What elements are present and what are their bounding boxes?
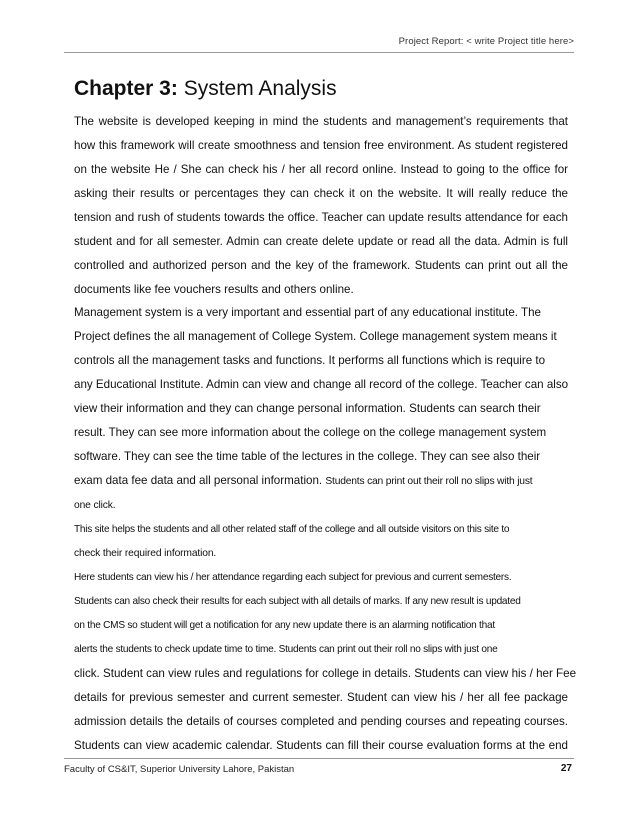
- paragraph-line: any Educational Institute. Admin can view and change all record of the college. Teacher can also: [74, 378, 569, 391]
- paragraph-line: details for previous semester and current semester. Student can view his / her all fee package: [74, 691, 568, 704]
- paragraph-line: alerts the students to check update time to time. Students can print out their roll no slips with just one: [74, 644, 498, 655]
- paragraph-line: student and for all semester. Admin can create delete update or read all the data. Admin is full: [74, 235, 568, 248]
- chapter-heading: [74, 77, 337, 101]
- paragraph-line: Management system is a very important and essential part of any educational institute. The: [74, 306, 542, 319]
- paragraph-line: software. They can see the time table of the lectures in the college. They can see also their: [74, 450, 541, 463]
- paragraph-line: check their required information.: [74, 548, 217, 559]
- paragraph-line: Project defines the all management of College System. College management system means it: [74, 330, 557, 343]
- footer-divider: [64, 758, 574, 759]
- paragraph-line: controlled and authorized person and the key of the framework. Students can print out all the: [74, 259, 568, 272]
- chapter-number: Chapter 3:: [74, 77, 178, 100]
- paragraph-line: view their information and they can change personal information. Students can search their: [74, 402, 541, 415]
- paragraph-line: click. Student can view rules and regulations for college in details. Students can view his / her Fee: [74, 667, 577, 680]
- line-small-text: Students can print out their roll no slips with just: [325, 476, 533, 487]
- paragraph-line: admission details the details of courses completed and pending courses and repeating courses.: [74, 715, 568, 728]
- paragraph-line: on the CMS so student will get a notification for any new update there is an alarming notification that: [74, 620, 495, 631]
- paragraph-line: controls all the management tasks and functions. It performs all functions which is require to: [74, 354, 546, 367]
- line-main-text: exam data fee data and all personal information.: [74, 474, 326, 487]
- paragraph-line: on the website He / She can check his / her all record online. Instead to going to the office for: [74, 163, 568, 176]
- paragraph-line: result. They can see more information about the college on the college management system: [74, 426, 547, 439]
- page-number: 27: [560, 763, 572, 774]
- paragraph-line: tension and rush of students towards the office. Teacher can update results attendance for each: [74, 211, 568, 224]
- paragraph-line: documents like fee vouchers results and others online.: [74, 283, 354, 296]
- paragraph-line: Students can also check their results for each subject with all details of marks. If any new result is updated: [74, 596, 521, 607]
- paragraph-line: The website is developed keeping in mind the students and management’s requirements that: [74, 115, 568, 128]
- paragraph-line: Students can view academic calendar. Students can fill their course evaluation forms at the end: [74, 739, 568, 752]
- chapter-title: System Analysis: [177, 77, 337, 100]
- paragraph-line: asking their results or percentages they can check it on the website. It will really reduce the: [74, 187, 568, 200]
- running-header: Project Report: < write Project title here>: [398, 36, 574, 47]
- paragraph-line: how this framework will create smoothness and tension free environment. As student registered: [74, 139, 568, 152]
- paragraph-line: Here students can view his / her attendance regarding each subject for previous and current semesters.: [74, 572, 512, 583]
- paragraph-line: [74, 474, 568, 489]
- header-divider: [64, 52, 574, 53]
- paragraph-line: This site helps the students and all other related staff of the college and all outside visitors on this site to: [74, 524, 510, 535]
- paragraph-line: one click.: [74, 500, 116, 511]
- footer-institution: Faculty of CS&IT, Superior University Lahore, Pakistan: [64, 764, 295, 775]
